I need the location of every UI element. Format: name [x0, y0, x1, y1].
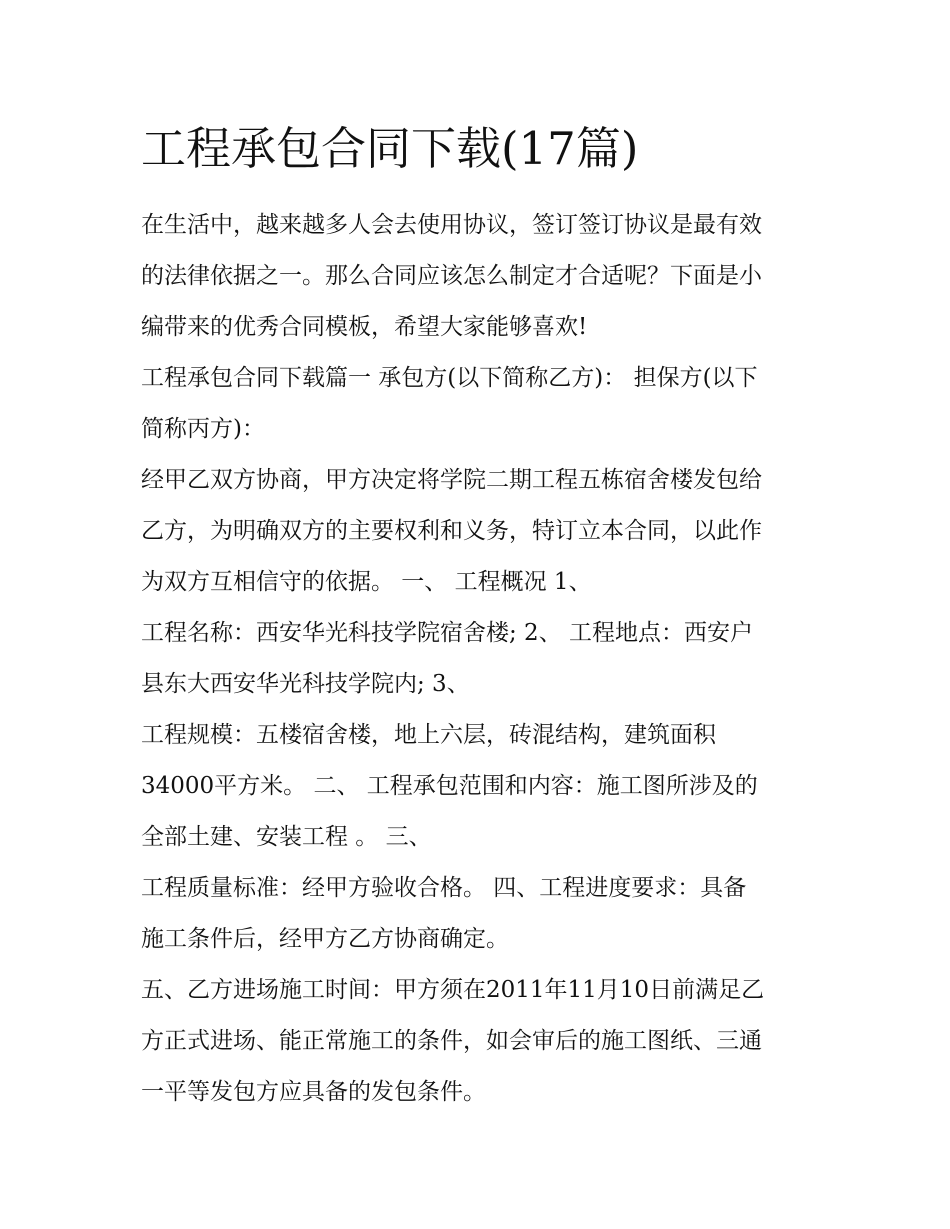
- document-title: 工程承包合同下载(17篇): [141, 122, 639, 175]
- text-line: 的法律依据之一。那么合同应该怎么制定才合适呢？下面是小: [141, 263, 762, 289]
- document-content: [141, 118, 813, 1118]
- text-line: 在生活中，越来越多人会去使用协议，签订签订协议是最有效: [141, 212, 762, 238]
- document-body: [141, 200, 813, 1118]
- text-line: 工程承包合同下载篇一 承包方(以下简称乙方)： 担保方(以下: [141, 365, 758, 391]
- text-line: 五、乙方进场施工时间：甲方须在2011年11月10日前满足乙: [141, 977, 765, 1003]
- text-line: 全部土建、安装工程 。 三、: [141, 824, 432, 850]
- text-line: 一平等发包方应具备的发包条件。: [141, 1079, 486, 1105]
- text-line: 县东大西安华光科技学院内; 3、: [141, 671, 470, 697]
- text-line: 施工条件后，经甲方乙方协商确定。: [141, 926, 509, 952]
- text-line: 为双方互相信守的依据。 一、 工程概况 1、: [141, 569, 592, 595]
- text-line: 34000平方米。 二、 工程承包范围和内容：施工图所涉及的: [141, 773, 758, 799]
- text-line: 工程名称：西安华光科技学院宿舍楼; 2、 工程地点：西安户: [141, 620, 754, 646]
- text-line: 编带来的优秀合同模板，希望大家能够喜欢!: [141, 314, 588, 340]
- text-line: 经甲乙双方协商，甲方决定将学院二期工程五栋宿舍楼发包给: [141, 467, 762, 493]
- text-line: 工程规模：五楼宿舍楼，地上六层，砖混结构，建筑面积: [141, 722, 716, 748]
- text-line: 方正式进场、能正常施工的条件，如会审后的施工图纸、三通: [141, 1028, 762, 1054]
- text-line: 简称丙方)：: [141, 416, 265, 442]
- text-line: 工程质量标准：经甲方验收合格。 四、工程进度要求：具备: [141, 875, 747, 901]
- text-line: 乙方，为明确双方的主要权利和义务，特订立本合同，以此作: [141, 518, 762, 544]
